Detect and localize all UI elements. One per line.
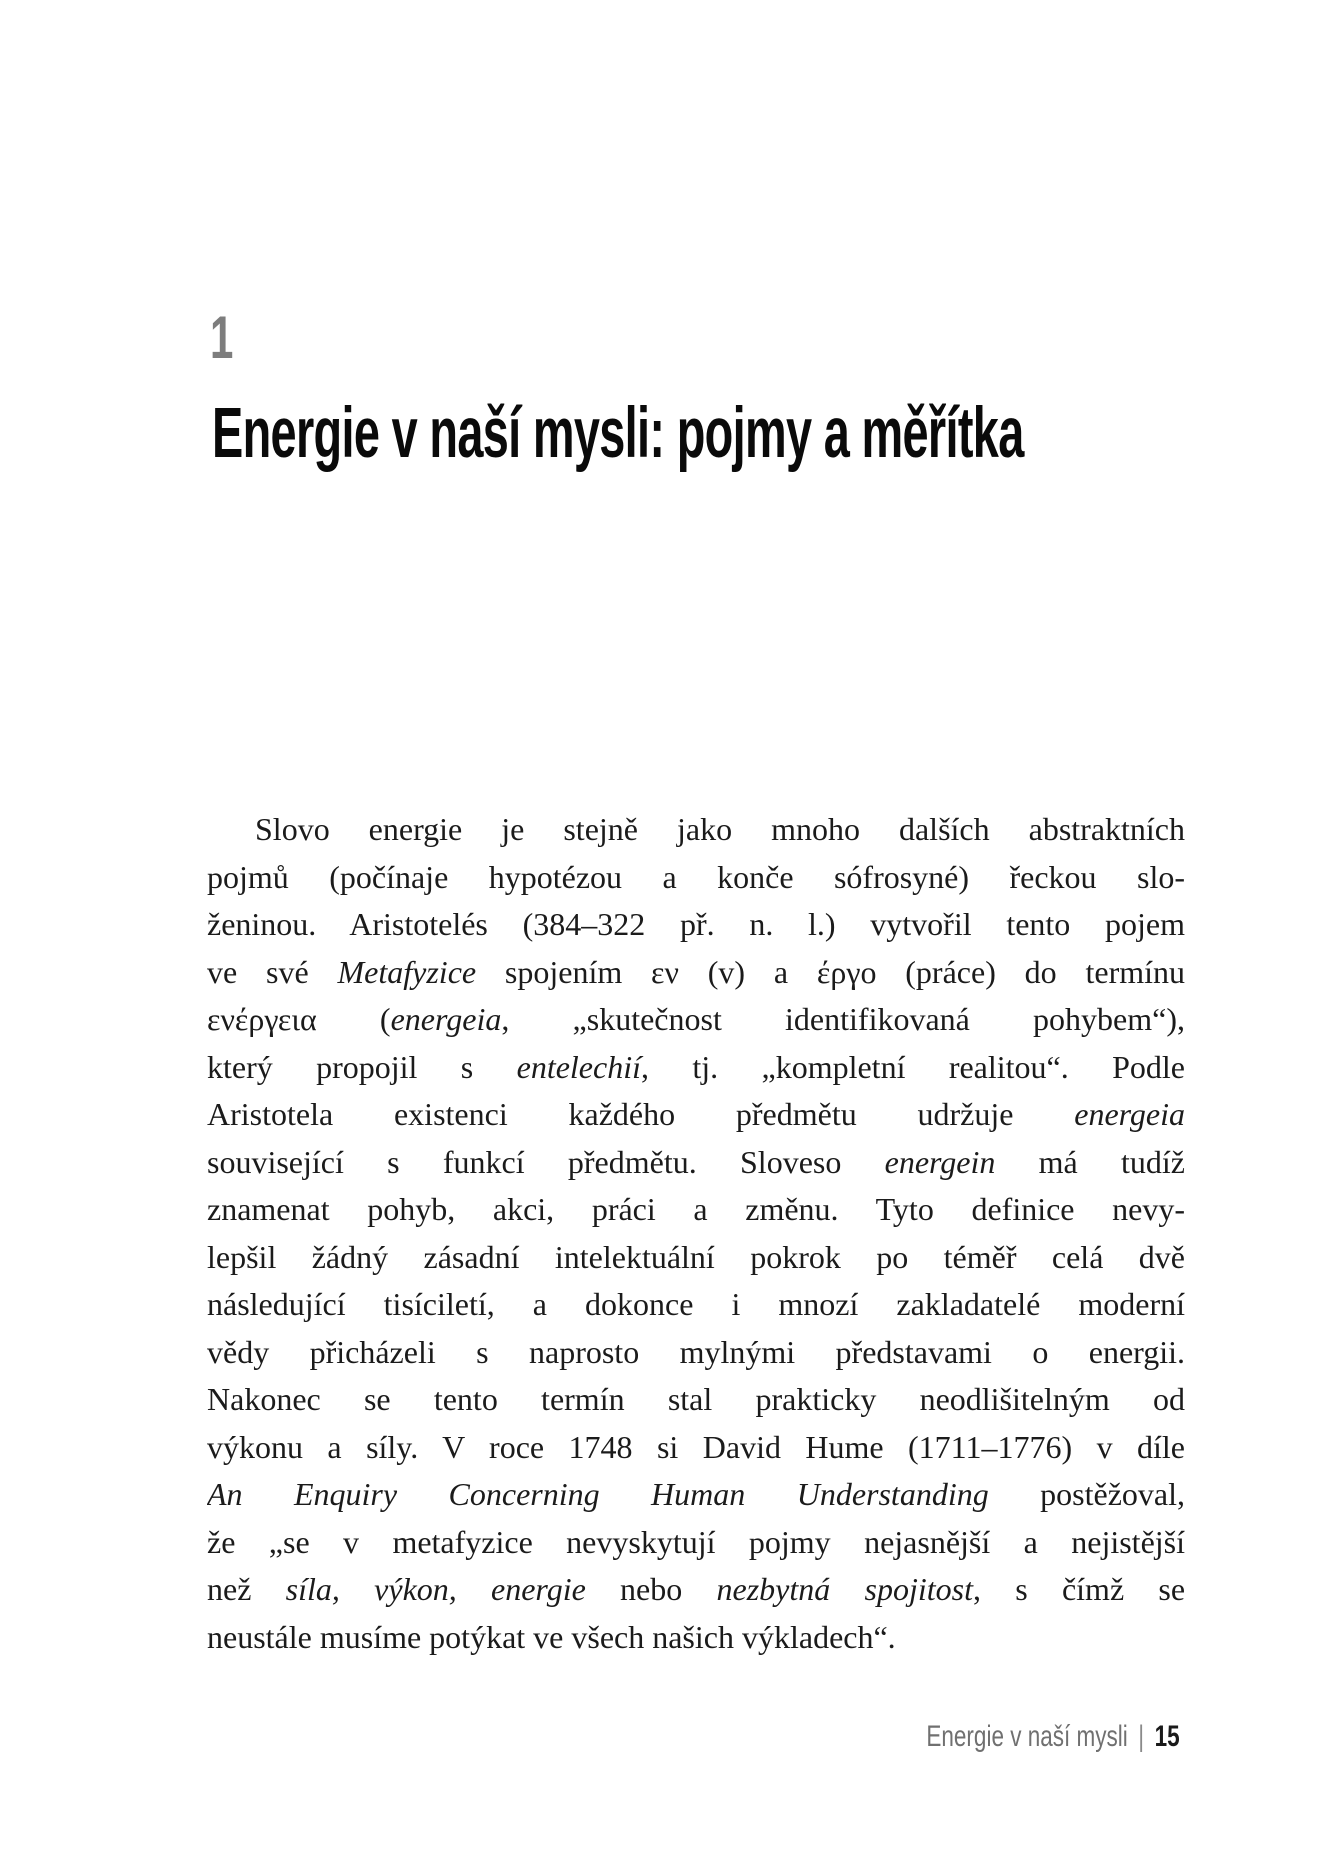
body-text-segment: má tudíž — [995, 1143, 1185, 1180]
body-text-segment: postěžoval, — [988, 1476, 1185, 1512]
body-text-segment: nebo — [585, 1571, 717, 1607]
body-text-italic-segment: síla, výkon, energie — [285, 1571, 586, 1607]
body-text-segment: vědy přicházeli s naprosto mylnými představami o energii. — [207, 1333, 1185, 1370]
body-line — [207, 854, 1185, 902]
body-text-segment: který propojil s — [207, 1048, 517, 1085]
body-text-segment: následující tisíciletí, a dokonce i mnozí zakladatelé moderní — [207, 1286, 1185, 1322]
body-text-segment: než — [207, 1571, 286, 1607]
body-line — [207, 1234, 1185, 1282]
body-line — [207, 1139, 1185, 1187]
body-text-italic-segment: energein — [884, 1143, 996, 1180]
chapter-title: Energie v naší mysli: pojmy a měřítka — [212, 394, 1024, 473]
body-text-segment: , „skutečnost identifikovaná pohybem“), — [501, 1001, 1185, 1037]
body-line — [207, 1519, 1185, 1567]
body-text-segment: výkonu a síly. V roce 1748 si David Hume (1711–1776) v díle — [207, 1428, 1185, 1465]
body-line — [207, 996, 1185, 1044]
body-text-italic-segment: energeia — [390, 1001, 502, 1037]
body-line — [207, 1471, 1185, 1519]
body-text-segment: , s čímž se — [973, 1571, 1185, 1607]
page-number: 15 — [1154, 1720, 1180, 1753]
body-line — [207, 1091, 1185, 1139]
body-text-segment: neustále musíme potýkat ve všech našich výkladech“. — [207, 1618, 896, 1655]
body-line — [207, 1376, 1185, 1424]
body-line — [207, 1281, 1185, 1329]
body-text-segment: znamenat pohyb, akci, práci a změnu. Tyto definice nevy- — [207, 1191, 1185, 1227]
body-line — [207, 901, 1185, 949]
body-text-segment: spojením εν (v) a έργο (práce) do termínu — [476, 953, 1185, 990]
body-line — [207, 1566, 1185, 1614]
body-text-segment: Slovo energie je stejně jako mnoho dalších abstraktních — [255, 811, 1185, 847]
body-text-segment: související s funkcí předmětu. Sloveso — [207, 1143, 885, 1180]
body-text-italic-segment: entelechií — [516, 1048, 641, 1085]
body-line — [207, 1044, 1185, 1092]
body-line — [207, 1186, 1185, 1234]
running-footer-chapter-label: Energie v naší mysli — [926, 1720, 1129, 1753]
body-text-segment: ve své — [207, 953, 338, 990]
body-text-italic-segment: An Enquiry Concerning Human Understanding — [207, 1476, 989, 1512]
body-line — [207, 1424, 1185, 1472]
chapter-number: 1 — [210, 304, 234, 371]
body-line — [207, 949, 1185, 997]
body-text-italic-segment: Metafyzice — [337, 953, 477, 990]
body-paragraph — [207, 806, 1185, 1661]
body-line — [207, 806, 1185, 854]
body-text-italic-segment: energeia — [1074, 1096, 1185, 1132]
body-text-segment: Aristotela existenci každého předmětu udržuje — [207, 1096, 1075, 1132]
body-line — [207, 1614, 1185, 1662]
footer-separator: | — [1138, 1720, 1145, 1753]
body-text-segment: , tj. „kompletní realitou“. Podle — [640, 1048, 1185, 1085]
body-text-segment: Nakonec se tento termín stal prakticky neodlišitelným od — [207, 1381, 1185, 1417]
body-text-italic-segment: nezbytná spojitost — [716, 1571, 973, 1607]
body-text-segment: ženinou. Aristotelés (384–322 př. n. l.) vytvořil tento pojem — [207, 906, 1185, 942]
body-text-segment: že „se v metafyzice nevyskytují pojmy nejasnější a nejistější — [207, 1523, 1185, 1560]
body-text-segment: ενέργεια ( — [207, 1001, 391, 1037]
body-text-segment: lepšil žádný zásadní intelektuální pokrok po téměř celá dvě — [207, 1238, 1185, 1275]
body-line — [207, 1329, 1185, 1377]
page-footer — [927, 1720, 1180, 1753]
body-text-segment: pojmů (počínaje hypotézou a konče sófrosyné) řeckou slo- — [207, 858, 1185, 895]
